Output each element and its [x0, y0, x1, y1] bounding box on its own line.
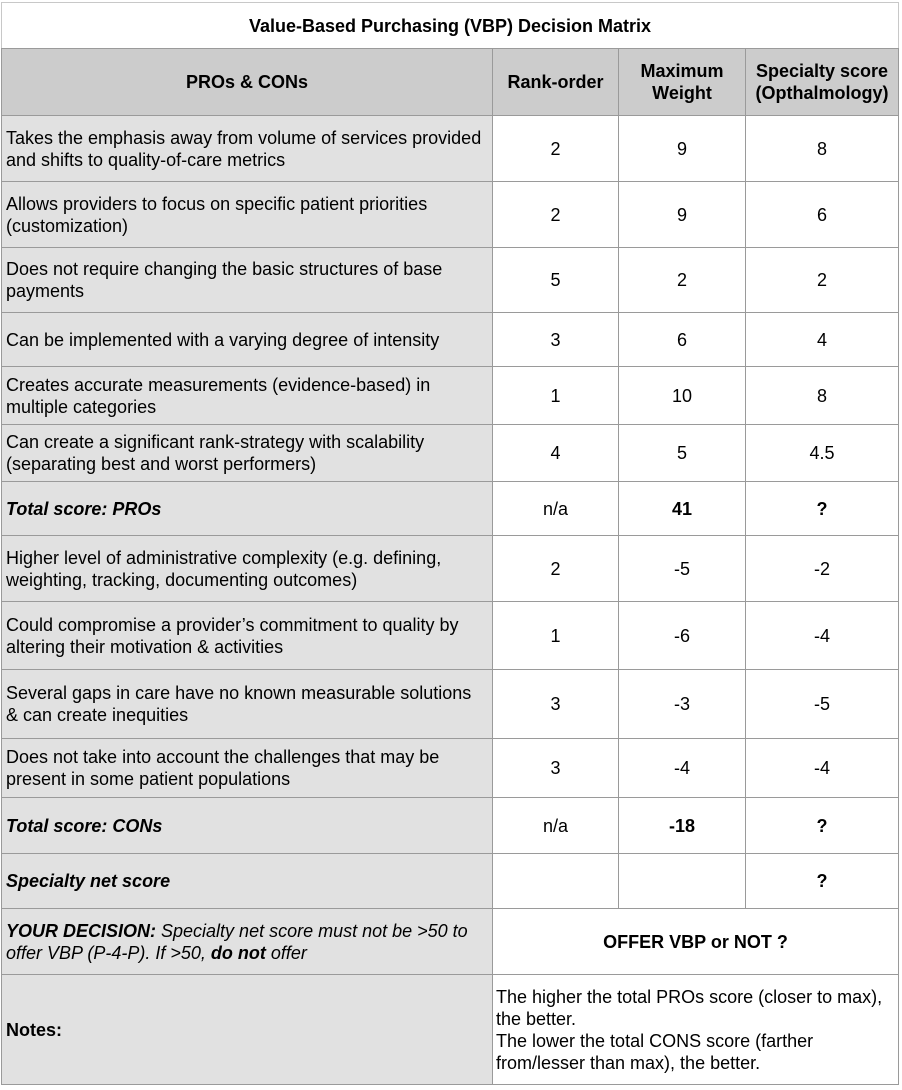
con-weight: -4 — [619, 739, 746, 798]
cons-total-score: ? — [746, 798, 899, 854]
header-specialty-line1: Specialty score — [755, 61, 889, 81]
pro-row — [2, 248, 899, 313]
notes-row — [2, 975, 899, 1085]
net-score-value: ? — [746, 854, 899, 909]
pro-weight: 10 — [619, 367, 746, 425]
pro-rank: 2 — [493, 182, 619, 248]
pro-score: 6 — [746, 182, 899, 248]
header-row — [2, 49, 899, 116]
pro-row — [2, 313, 899, 367]
pro-weight: 9 — [619, 116, 746, 182]
decision-label — [2, 909, 493, 975]
pro-text: Does not require changing the basic structures of base payments — [2, 248, 493, 313]
pro-text: Can be implemented with a varying degree of intensity — [2, 313, 493, 367]
pro-weight: 2 — [619, 248, 746, 313]
pro-row — [2, 116, 899, 182]
cons-total-rank: n/a — [493, 798, 619, 854]
title-row — [2, 3, 899, 49]
pro-row — [2, 425, 899, 482]
header-max-weight-line2: Weight — [652, 83, 712, 103]
con-rank: 3 — [493, 739, 619, 798]
net-score-rank-empty — [493, 854, 619, 909]
con-row — [2, 670, 899, 739]
header-pros-cons: PROs & CONs — [2, 49, 493, 116]
pro-weight: 9 — [619, 182, 746, 248]
cons-total-row — [2, 798, 899, 854]
con-row — [2, 602, 899, 670]
pro-rank: 2 — [493, 116, 619, 182]
decision-label-bold: YOUR DECISION: — [6, 920, 157, 941]
net-score-weight-empty — [619, 854, 746, 909]
pro-row — [2, 367, 899, 425]
pros-total-score: ? — [746, 482, 899, 536]
decision-label-do-not: do not — [210, 942, 266, 963]
pro-text: Takes the emphasis away from volume of services provided and shifts to quality-of-care metrics — [2, 116, 493, 182]
header-max-weight-line1: Maximum — [640, 61, 724, 81]
con-score: -2 — [746, 536, 899, 602]
pro-row — [2, 182, 899, 248]
pro-score: 2 — [746, 248, 899, 313]
pro-score: 4 — [746, 313, 899, 367]
header-specialty-score — [746, 49, 899, 116]
pro-rank: 5 — [493, 248, 619, 313]
con-weight: -3 — [619, 670, 746, 739]
con-weight: -6 — [619, 602, 746, 670]
cons-total-weight: -18 — [619, 798, 746, 854]
pro-score: 8 — [746, 367, 899, 425]
header-specialty-line2: (Opthalmology) — [755, 83, 889, 103]
pro-weight: 6 — [619, 313, 746, 367]
pros-total-rank: n/a — [493, 482, 619, 536]
con-row — [2, 536, 899, 602]
con-score: -5 — [746, 670, 899, 739]
con-text: Several gaps in care have no known measurable solutions & can create inequities — [2, 670, 493, 739]
pro-rank: 1 — [493, 367, 619, 425]
decision-row — [2, 909, 899, 975]
con-rank: 2 — [493, 536, 619, 602]
pro-score: 4.5 — [746, 425, 899, 482]
decision-label-text: Specialty net score must not be >50 to offer VBP (P-4-P). If >50, — [6, 920, 468, 963]
con-rank: 3 — [493, 670, 619, 739]
header-rank-order: Rank-order — [493, 49, 619, 116]
pro-text: Can create a significant rank-strategy with scalability (separating best and worst performers) — [2, 425, 493, 482]
notes-line-1: The higher the total PROs score (closer to max), the better. — [496, 986, 883, 1029]
con-score: -4 — [746, 739, 899, 798]
notes-label: Notes: — [2, 975, 493, 1085]
header-max-weight — [619, 49, 746, 116]
net-score-row — [2, 854, 899, 909]
pro-text: Allows providers to focus on specific patient priorities (customization) — [2, 182, 493, 248]
pro-rank: 3 — [493, 313, 619, 367]
net-score-label: Specialty net score — [2, 854, 493, 909]
con-rank: 1 — [493, 602, 619, 670]
con-weight: -5 — [619, 536, 746, 602]
notes-content — [493, 975, 899, 1085]
pro-text: Creates accurate measurements (evidence-based) in multiple categories — [2, 367, 493, 425]
con-row — [2, 739, 899, 798]
notes-line-2: The lower the total CONS score (farther from/lesser than max), the better. — [496, 1030, 814, 1073]
pros-total-label: Total score: PROs — [2, 482, 493, 536]
decision-value: OFFER VBP or NOT ? — [493, 909, 899, 975]
pro-weight: 5 — [619, 425, 746, 482]
pro-rank: 4 — [493, 425, 619, 482]
matrix-title: Value-Based Purchasing (VBP) Decision Matrix — [2, 3, 899, 49]
con-score: -4 — [746, 602, 899, 670]
pros-total-weight: 41 — [619, 482, 746, 536]
pros-total-row — [2, 482, 899, 536]
decision-label-offer: offer — [265, 942, 307, 963]
con-text: Does not take into account the challenges that may be present in some patient populations — [2, 739, 493, 798]
con-text: Could compromise a provider’s commitment to quality by altering their motivation & activities — [2, 602, 493, 670]
con-text: Higher level of administrative complexity (e.g. defining, weighting, tracking, documenting outcomes) — [2, 536, 493, 602]
cons-total-label: Total score: CONs — [2, 798, 493, 854]
pro-score: 8 — [746, 116, 899, 182]
vbp-decision-matrix — [1, 2, 899, 1085]
